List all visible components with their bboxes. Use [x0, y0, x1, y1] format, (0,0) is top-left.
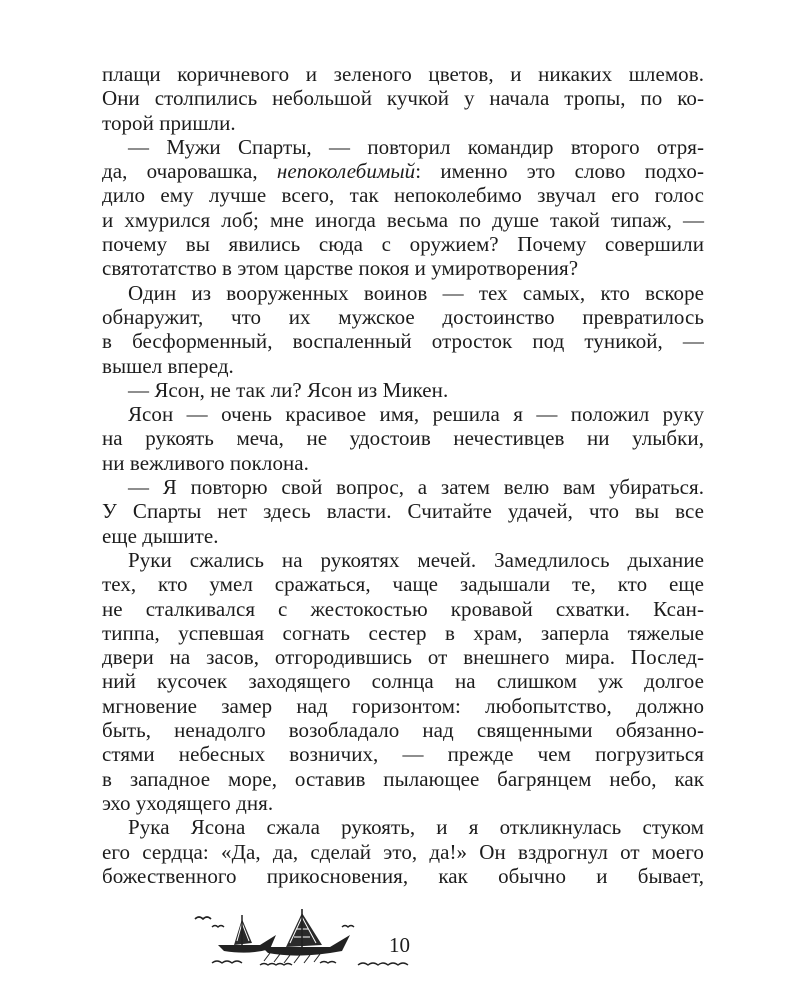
text-line: торой пришли.	[102, 110, 236, 135]
paragraph	[102, 378, 704, 402]
text-line: не сталкивался с жестокостью кровавой схватки. Ксан-	[102, 596, 704, 621]
text-line: стями небесных возничих, — прежде чем погрузиться	[102, 742, 704, 767]
text-line: ни вежливого поклона.	[102, 450, 309, 475]
text-line: его сердца: «Да, да, сделай это, да!» Он вздрогнул от моего	[102, 839, 704, 864]
text-line: святотатство в этом царстве покоя и умиротворения?	[102, 256, 579, 281]
text-line: — Мужи Спарты, — повторил командир второго отря-	[128, 134, 704, 159]
text-segment: да, очаровашка,	[102, 159, 277, 184]
text-line: тех, кто умел сражаться, чаще задышали те, кто еще	[102, 572, 704, 597]
text-line: Ясон — очень красивое имя, решила я — положил руку	[128, 402, 704, 427]
page-number: 10	[385, 933, 414, 958]
text-line: двери на засов, отгородившись от внешнего мира. Послед-	[102, 645, 704, 670]
text-line: Руки сжались на рукоятях мечей. Замедлилось дыхание	[128, 547, 704, 572]
text-line: — Ясон, не так ли? Ясон из Микен.	[128, 377, 449, 402]
text-line: вышел вперед.	[102, 353, 234, 378]
book-page-text	[102, 62, 704, 888]
text-line: божественного прикосновения, как обычно и бывает,	[102, 863, 704, 888]
paragraph	[102, 548, 704, 815]
page-footer	[0, 905, 800, 975]
paragraph	[102, 815, 704, 888]
paragraph	[102, 135, 704, 281]
paragraph	[102, 281, 704, 378]
text-line: на рукоять меча, не удостоив нечестивцев ни улыбки,	[102, 426, 704, 451]
text-line: дило ему лучше всего, так непоколебимо звучал его голос	[102, 183, 704, 208]
text-line: плащи коричневого и зеленого цветов, и никаких шлемов.	[102, 62, 704, 86]
text-line: в западное море, оставив пылающее багрянцем небо, как	[102, 766, 704, 791]
text-line: эхо уходящего дня.	[102, 790, 274, 815]
text-line: почему вы явились сюда с оружием? Почему совершили	[102, 232, 704, 257]
text-line: типпа, успевшая согнать сестер в храм, заперла тяжелые	[102, 620, 704, 645]
paragraph	[102, 62, 704, 135]
paragraph	[102, 475, 704, 548]
text-segment: : именно это слово подхо-	[415, 159, 705, 184]
text-line-mixed	[102, 159, 704, 183]
text-line: еще дышите.	[102, 523, 219, 548]
text-line: — Я повторю свой вопрос, а затем велю вам убираться.	[128, 475, 704, 500]
text-line: обнаружит, что их мужское достоинство превратилось	[102, 304, 704, 329]
text-line: Рука Ясона сжала рукоять, и я откликнулась стуком	[128, 815, 704, 840]
text-line: Один из вооруженных воинов — тех самых, кто вскоре	[128, 280, 704, 305]
text-line: мгновение замер над горизонтом: любопытство, должно	[102, 693, 704, 718]
text-line: У Спарты нет здесь власти. Считайте удачей, что вы все	[102, 499, 704, 524]
text-line: и хмурился лоб; мне иногда весьма по душе такой типаж, —	[102, 207, 704, 232]
text-line: ний кусочек заходящего солнца на слишком уж долгое	[102, 669, 704, 694]
text-line: в бесформенный, воспаленный отросток под туникой, —	[102, 329, 704, 354]
italic-text-segment: непоколебимый	[276, 159, 416, 184]
text-line: быть, ненадолго возобладало над священными обязанно-	[102, 718, 704, 743]
paragraph	[102, 402, 704, 475]
text-line: Они столпились небольшой кучкой у начала тропы, по ко-	[102, 86, 704, 111]
